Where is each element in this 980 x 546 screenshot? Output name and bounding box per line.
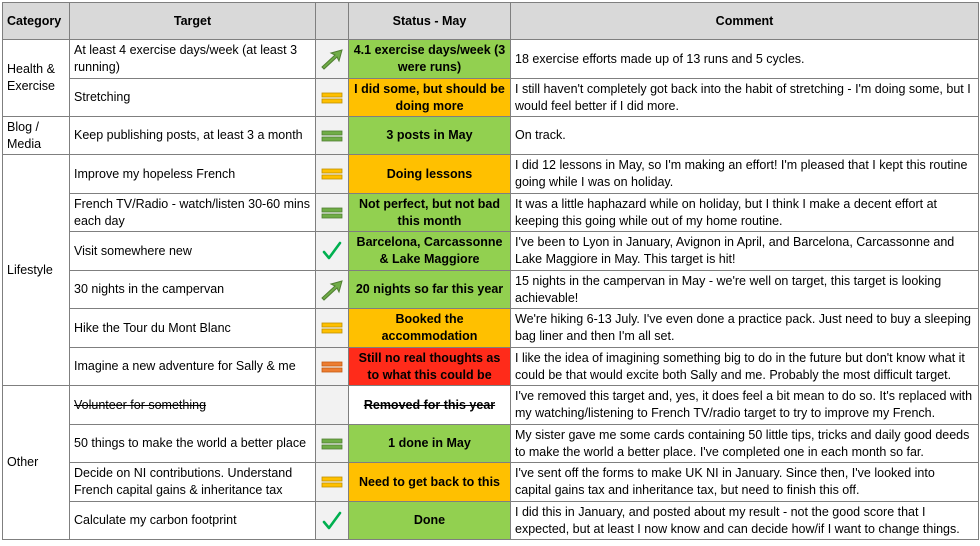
comment-cell: On track. xyxy=(511,117,979,155)
checkmark-icon xyxy=(322,511,342,531)
target-cell: Calculate my carbon footprint xyxy=(70,502,316,540)
status-cell: Barcelona, Carcassonne & Lake Maggiore xyxy=(349,232,511,271)
target-cell: Visit somewhere new xyxy=(70,232,316,271)
table-row xyxy=(3,348,979,386)
trend-cell xyxy=(316,502,349,540)
header-category: Category xyxy=(3,3,70,40)
comment-cell: I've removed this target and, yes, it does feel a bit mean to do so. It's replaced with my watching/listening to French TV/radio target to try to improve my French. xyxy=(511,386,979,425)
status-cell: Not perfect, but not bad this month xyxy=(349,194,511,232)
comment-cell: We're hiking 6-13 July. I've even done a practice pack. Just need to buy a sleeping bag liner and then I'm all set. xyxy=(511,309,979,348)
equal-amber-icon xyxy=(321,91,343,105)
table-row xyxy=(3,155,979,194)
trend-cell xyxy=(316,194,349,232)
status-cell: 4.1 exercise days/week (3 were runs) xyxy=(349,40,511,79)
trend-cell xyxy=(316,40,349,79)
category-other: Other xyxy=(3,386,70,540)
trend-cell xyxy=(316,155,349,194)
status-cell: 20 nights so far this year xyxy=(349,271,511,309)
equal-red-icon xyxy=(321,360,343,374)
header-status: Status - May xyxy=(349,3,511,40)
status-cell: Need to get back to this xyxy=(349,463,511,502)
table-row xyxy=(3,425,979,463)
target-cell: Stretching xyxy=(70,79,316,117)
header-target: Target xyxy=(70,3,316,40)
target-cell: French TV/Radio - watch/listen 30-60 mins each day xyxy=(70,194,316,232)
table-row xyxy=(3,79,979,117)
trend-cell xyxy=(316,79,349,117)
comment-cell: I still haven't completely got back into the habit of stretching - I'm doing some, but I would feel better if I did more. xyxy=(511,79,979,117)
checkmark-icon xyxy=(322,241,342,261)
target-cell: Keep publishing posts, at least 3 a month xyxy=(70,117,316,155)
equal-amber-icon xyxy=(321,321,343,335)
equal-green-icon xyxy=(321,437,343,451)
table-row xyxy=(3,117,979,155)
status-cell: 1 done in May xyxy=(349,425,511,463)
target-cell: Improve my hopeless French xyxy=(70,155,316,194)
status-cell: Booked the accommodation xyxy=(349,309,511,348)
status-cell: I did some, but should be doing more xyxy=(349,79,511,117)
target-cell: 50 things to make the world a better place xyxy=(70,425,316,463)
status-cell: 3 posts in May xyxy=(349,117,511,155)
trend-cell xyxy=(316,309,349,348)
status-cell: Doing lessons xyxy=(349,155,511,194)
category-health: Health & Exercise xyxy=(3,40,70,117)
comment-cell: My sister gave me some cards containing 50 little tips, tricks and daily good deeds to make the world a better place. I've completed one in each month so far. xyxy=(511,425,979,463)
table-row xyxy=(3,194,979,232)
header-comment: Comment xyxy=(511,3,979,40)
equal-green-icon xyxy=(321,206,343,220)
trend-cell xyxy=(316,117,349,155)
table-row xyxy=(3,271,979,309)
target-cell: Decide on NI contributions. Understand French capital gains & inheritance tax xyxy=(70,463,316,502)
target-cell: At least 4 exercise days/week (at least 3 running) xyxy=(70,40,316,79)
header-icon xyxy=(316,3,349,40)
comment-cell: I did 12 lessons in May, so I'm making an effort! I'm pleased that I kept this routine going while I was on holiday. xyxy=(511,155,979,194)
trend-cell xyxy=(316,348,349,386)
comment-cell: It was a little haphazard while on holiday, but I think I make a decent effort at keeping this going while out of my home routine. xyxy=(511,194,979,232)
up-arrow-icon xyxy=(319,279,345,301)
table-row xyxy=(3,502,979,540)
equal-green-icon xyxy=(321,129,343,143)
status-cell: Done xyxy=(349,502,511,540)
target-cell: Imagine a new adventure for Sally & me xyxy=(70,348,316,386)
table-row xyxy=(3,386,979,425)
comment-cell: I did this in January, and posted about my result - not the good score that I expected, but at least I now know and can decide how/if I want to change things. xyxy=(511,502,979,540)
trend-cell xyxy=(316,271,349,309)
table-row xyxy=(3,309,979,348)
comment-cell: I like the idea of imagining something big to do in the future but don't know what it could be that would excite both Sally and me. Probably the most difficult target. xyxy=(511,348,979,386)
comment-cell: 15 nights in the campervan in May - we're well on target, this target is looking achievable! xyxy=(511,271,979,309)
comment-cell: I've been to Lyon in January, Avignon in April, and Barcelona, Carcassonne and Lake Maggiore in May. This target is hit! xyxy=(511,232,979,271)
target-cell: Volunteer for something xyxy=(70,386,316,425)
status-cell: Removed for this year xyxy=(349,386,511,425)
target-cell: Hike the Tour du Mont Blanc xyxy=(70,309,316,348)
goals-table xyxy=(2,2,979,540)
trend-cell xyxy=(316,232,349,271)
category-lifestyle: Lifestyle xyxy=(3,155,70,386)
trend-cell xyxy=(316,463,349,502)
trend-cell xyxy=(316,425,349,463)
status-cell: Still no real thoughts as to what this could be xyxy=(349,348,511,386)
comment-cell: I've sent off the forms to make UK NI in January. Since then, I've looked into capital gains tax and inheritance tax, but need to finish this off. xyxy=(511,463,979,502)
trend-cell xyxy=(316,386,349,425)
table-row xyxy=(3,40,979,79)
equal-amber-icon xyxy=(321,475,343,489)
equal-amber-icon xyxy=(321,167,343,181)
up-arrow-icon xyxy=(319,48,345,70)
header-row xyxy=(3,3,979,40)
table-row xyxy=(3,463,979,502)
table-row xyxy=(3,232,979,271)
comment-cell: 18 exercise efforts made up of 13 runs and 5 cycles. xyxy=(511,40,979,79)
category-blog: Blog / Media xyxy=(3,117,70,155)
target-cell: 30 nights in the campervan xyxy=(70,271,316,309)
